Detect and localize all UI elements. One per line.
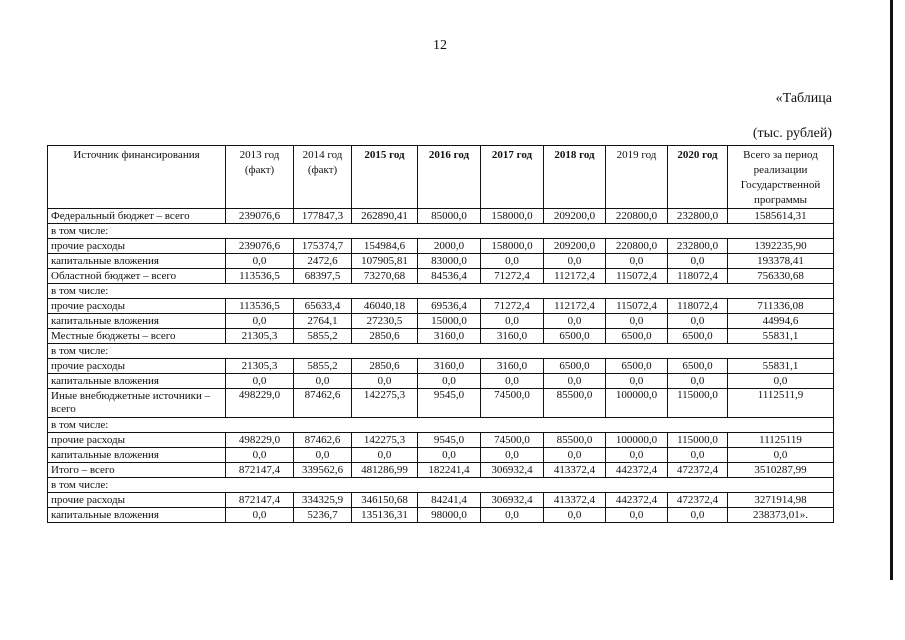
subheading-cell: в том числе: (48, 418, 834, 433)
value-cell: 115000,0 (668, 433, 728, 448)
header-cell: 2014 год (факт) (294, 146, 352, 209)
value-cell: 65633,4 (294, 299, 352, 314)
table-row (48, 344, 834, 359)
value-cell: 339562,6 (294, 463, 352, 478)
table-header-row (48, 146, 834, 209)
value-cell: 69536,4 (418, 299, 481, 314)
value-cell: 0,0 (606, 374, 668, 389)
row-label: Итого – всего (48, 463, 226, 478)
table-row (48, 269, 834, 284)
table-row (48, 478, 834, 493)
value-cell: 74500,0 (481, 389, 544, 418)
value-cell: 44994,6 (728, 314, 834, 329)
value-cell: 0,0 (544, 254, 606, 269)
value-cell: 87462,6 (294, 433, 352, 448)
header-cell: 2015 год (352, 146, 418, 209)
value-cell: 0,0 (226, 508, 294, 523)
header-cell: Источник финансирования (48, 146, 226, 209)
value-cell: 0,0 (728, 448, 834, 463)
row-label: капитальные вложения (48, 374, 226, 389)
value-cell: 0,0 (606, 448, 668, 463)
value-cell: 0,0 (418, 374, 481, 389)
value-cell: 0,0 (544, 374, 606, 389)
value-cell: 0,0 (226, 314, 294, 329)
value-cell: 498229,0 (226, 433, 294, 448)
header-cell: 2016 год (418, 146, 481, 209)
value-cell: 177847,3 (294, 209, 352, 224)
row-label: Областной бюджет – всего (48, 269, 226, 284)
value-cell: 0,0 (294, 448, 352, 463)
value-cell: 1112511,9 (728, 389, 834, 418)
value-cell: 87462,6 (294, 389, 352, 418)
table-row (48, 254, 834, 269)
value-cell: 0,0 (544, 314, 606, 329)
table-body (48, 209, 834, 523)
page-number: 12 (433, 38, 447, 53)
value-cell: 0,0 (352, 448, 418, 463)
value-cell: 113536,5 (226, 299, 294, 314)
value-cell: 2850,6 (352, 329, 418, 344)
table-row (48, 299, 834, 314)
value-cell: 0,0 (728, 374, 834, 389)
value-cell: 220800,0 (606, 209, 668, 224)
value-cell: 71272,4 (481, 269, 544, 284)
table-row (48, 508, 834, 523)
value-cell: 3510287,99 (728, 463, 834, 478)
table-row (48, 359, 834, 374)
value-cell: 100000,0 (606, 433, 668, 448)
value-cell: 115072,4 (606, 269, 668, 284)
table-row (48, 314, 834, 329)
table-row (48, 224, 834, 239)
value-cell: 872147,4 (226, 493, 294, 508)
value-cell: 711336,08 (728, 299, 834, 314)
table-row (48, 463, 834, 478)
table-row (48, 209, 834, 224)
value-cell: 0,0 (606, 254, 668, 269)
value-cell: 84241,4 (418, 493, 481, 508)
value-cell: 262890,41 (352, 209, 418, 224)
header-cell: Всего за период реализации Государственной программы (728, 146, 834, 209)
value-cell: 3160,0 (481, 359, 544, 374)
value-cell: 68397,5 (294, 269, 352, 284)
row-label: прочие расходы (48, 433, 226, 448)
value-cell: 3271914,98 (728, 493, 834, 508)
value-cell: 84536,4 (418, 269, 481, 284)
value-cell: 0,0 (668, 508, 728, 523)
value-cell: 0,0 (668, 314, 728, 329)
value-cell: 0,0 (668, 448, 728, 463)
table-row (48, 374, 834, 389)
subheading-cell: в том числе: (48, 478, 834, 493)
subheading-cell: в том числе: (48, 224, 834, 239)
value-cell: 3160,0 (418, 359, 481, 374)
row-label: капитальные вложения (48, 448, 226, 463)
value-cell: 55831,1 (728, 329, 834, 344)
value-cell: 0,0 (352, 374, 418, 389)
value-cell: 2850,6 (352, 359, 418, 374)
value-cell: 21305,3 (226, 359, 294, 374)
value-cell: 2764,1 (294, 314, 352, 329)
value-cell: 0,0 (606, 508, 668, 523)
value-cell: 472372,4 (668, 463, 728, 478)
value-cell: 46040,18 (352, 299, 418, 314)
value-cell: 0,0 (481, 254, 544, 269)
value-cell: 27230,5 (352, 314, 418, 329)
value-cell: 232800,0 (668, 239, 728, 254)
units-label: (тыс. рублей) (752, 126, 832, 141)
value-cell: 71272,4 (481, 299, 544, 314)
row-label: прочие расходы (48, 359, 226, 374)
value-cell: 182241,4 (418, 463, 481, 478)
value-cell: 306932,4 (481, 463, 544, 478)
value-cell: 74500,0 (481, 433, 544, 448)
value-cell: 115072,4 (606, 299, 668, 314)
value-cell: 85500,0 (544, 433, 606, 448)
value-cell: 6500,0 (668, 359, 728, 374)
value-cell: 413372,4 (544, 463, 606, 478)
value-cell: 306932,4 (481, 493, 544, 508)
value-cell: 6500,0 (668, 329, 728, 344)
value-cell: 0,0 (544, 448, 606, 463)
value-cell: 175374,7 (294, 239, 352, 254)
value-cell: 232800,0 (668, 209, 728, 224)
table-row (48, 418, 834, 433)
value-cell: 142275,3 (352, 433, 418, 448)
value-cell: 112172,4 (544, 299, 606, 314)
value-cell: 0,0 (606, 314, 668, 329)
value-cell: 2472,6 (294, 254, 352, 269)
value-cell: 0,0 (226, 374, 294, 389)
value-cell: 55831,1 (728, 359, 834, 374)
table-row (48, 389, 834, 418)
value-cell: 142275,3 (352, 389, 418, 418)
value-cell: 239076,6 (226, 239, 294, 254)
value-cell: 0,0 (481, 448, 544, 463)
table-row (48, 433, 834, 448)
value-cell: 6500,0 (606, 359, 668, 374)
row-label: прочие расходы (48, 299, 226, 314)
row-label: прочие расходы (48, 239, 226, 254)
value-cell: 413372,4 (544, 493, 606, 508)
value-cell: 6500,0 (544, 329, 606, 344)
table-row (48, 448, 834, 463)
value-cell: 9545,0 (418, 389, 481, 418)
scan-edge-line (890, 0, 893, 580)
row-label: капитальные вложения (48, 314, 226, 329)
header-cell: 2018 год (544, 146, 606, 209)
value-cell: 73270,68 (352, 269, 418, 284)
value-cell: 15000,0 (418, 314, 481, 329)
subheading-cell: в том числе: (48, 284, 834, 299)
value-cell: 158000,0 (481, 209, 544, 224)
value-cell: 442372,4 (606, 463, 668, 478)
value-cell: 158000,0 (481, 239, 544, 254)
table-row (48, 493, 834, 508)
row-label: Местные бюджеты – всего (48, 329, 226, 344)
table-caption: «Таблица (775, 91, 832, 106)
header-cell: 2019 год (606, 146, 668, 209)
value-cell: 0,0 (544, 508, 606, 523)
value-cell: 3160,0 (481, 329, 544, 344)
value-cell: 5236,7 (294, 508, 352, 523)
value-cell: 872147,4 (226, 463, 294, 478)
value-cell: 0,0 (294, 374, 352, 389)
header-cell: 2013 год (факт) (226, 146, 294, 209)
value-cell: 0,0 (481, 508, 544, 523)
value-cell: 1585614,31 (728, 209, 834, 224)
table-row (48, 329, 834, 344)
value-cell: 239076,6 (226, 209, 294, 224)
header-cell: 2020 год (668, 146, 728, 209)
value-cell: 0,0 (418, 448, 481, 463)
row-label: капитальные вложения (48, 508, 226, 523)
value-cell: 118072,4 (668, 269, 728, 284)
value-cell: 756330,68 (728, 269, 834, 284)
value-cell: 238373,01». (728, 508, 834, 523)
value-cell: 334325,9 (294, 493, 352, 508)
row-label: прочие расходы (48, 493, 226, 508)
value-cell: 6500,0 (606, 329, 668, 344)
value-cell: 0,0 (226, 448, 294, 463)
value-cell: 0,0 (481, 314, 544, 329)
value-cell: 498229,0 (226, 389, 294, 418)
value-cell: 98000,0 (418, 508, 481, 523)
table-row (48, 239, 834, 254)
value-cell: 209200,0 (544, 239, 606, 254)
value-cell: 442372,4 (606, 493, 668, 508)
value-cell: 107905,81 (352, 254, 418, 269)
header-cell: 2017 год (481, 146, 544, 209)
value-cell: 346150,68 (352, 493, 418, 508)
value-cell: 100000,0 (606, 389, 668, 418)
value-cell: 1392235,90 (728, 239, 834, 254)
value-cell: 85500,0 (544, 389, 606, 418)
value-cell: 85000,0 (418, 209, 481, 224)
financing-table (47, 145, 834, 523)
value-cell: 118072,4 (668, 299, 728, 314)
value-cell: 0,0 (668, 254, 728, 269)
value-cell: 193378,41 (728, 254, 834, 269)
value-cell: 0,0 (668, 374, 728, 389)
value-cell: 112172,4 (544, 269, 606, 284)
value-cell: 472372,4 (668, 493, 728, 508)
value-cell: 115000,0 (668, 389, 728, 418)
row-label: Иные внебюджетные источники – всего (48, 389, 226, 418)
value-cell: 220800,0 (606, 239, 668, 254)
row-label: Федеральный бюджет – всего (48, 209, 226, 224)
value-cell: 0,0 (481, 374, 544, 389)
value-cell: 21305,3 (226, 329, 294, 344)
value-cell: 3160,0 (418, 329, 481, 344)
value-cell: 113536,5 (226, 269, 294, 284)
value-cell: 481286,99 (352, 463, 418, 478)
value-cell: 5855,2 (294, 359, 352, 374)
value-cell: 0,0 (226, 254, 294, 269)
value-cell: 2000,0 (418, 239, 481, 254)
value-cell: 154984,6 (352, 239, 418, 254)
value-cell: 83000,0 (418, 254, 481, 269)
value-cell: 135136,31 (352, 508, 418, 523)
subheading-cell: в том числе: (48, 344, 834, 359)
value-cell: 6500,0 (544, 359, 606, 374)
row-label: капитальные вложения (48, 254, 226, 269)
value-cell: 209200,0 (544, 209, 606, 224)
value-cell: 11125119 (728, 433, 834, 448)
value-cell: 5855,2 (294, 329, 352, 344)
value-cell: 9545,0 (418, 433, 481, 448)
table-row (48, 284, 834, 299)
